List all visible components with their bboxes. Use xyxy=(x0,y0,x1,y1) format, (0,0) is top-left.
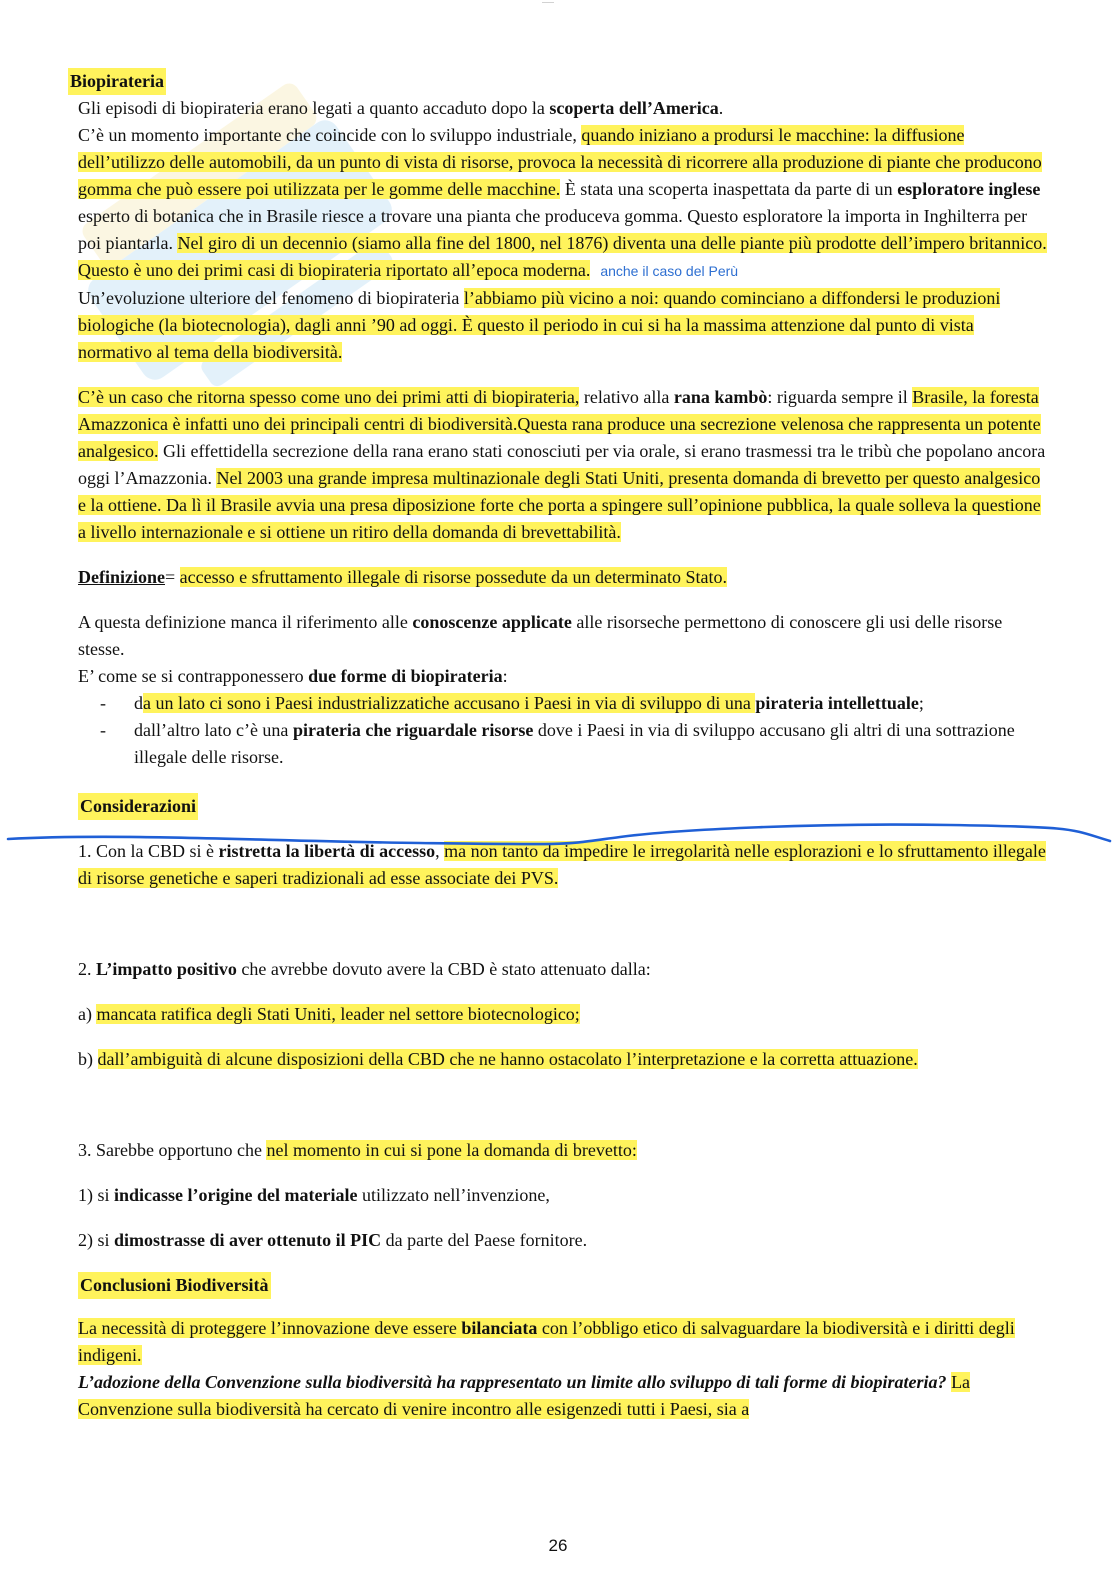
forms-list xyxy=(68,690,1048,771)
margin-note: anche il caso del Perù xyxy=(600,263,739,279)
content-area xyxy=(68,68,1048,1423)
conclusion-paragraph: La necessità di proteggere l’innovazione deve essere bilanciata con l’obbligo etico di salvaguardare la biodiversità e i diritti degli indigeni. xyxy=(78,1318,1015,1365)
consideration-3-2: 2) si dimostrasse di aver ottenuto il PIC da parte del Paese fornitore. xyxy=(78,1230,588,1250)
consideration-2b: b) dall’ambiguità di alcune disposizioni della CBD che ne hanno ostacolato l’interpretazione e la corretta attuazione. xyxy=(78,1049,918,1069)
paragraph-industrial: C’è un momento importante che coincide con lo sviluppo industriale, quando iniziano a prodursi le macchine: la diffusione dell’utilizzo delle automobili, da un punto di vista di risorse, provoca la necessità di ricorrere alla produzione di piante che producono gomma che può essere poi utilizzata per le gomme delle macchine. È stata una scoperta inaspettata da parte di un esploratore inglese esperto di botanica che in Brasile riesce a trovare una pianta che produceva gomma. Questo esploratore la importa in Inghilterra per poi piantarla. Nel giro di un decennio (siamo alla fine del 1800, nel 1876) diventa una delle piante più prodotte dell’impero britannico. Questo è uno dei primi casi di biopirateria riportato all’epoca moderna. anche il caso del Perù xyxy=(78,125,1047,280)
paragraph-evolution: Un’evoluzione ulteriore del fenomeno di biopirateria l’abbiamo più vicino a noi: quando cominciano a diffondersi le produzioni biologiche (la biotecnologia), dagli anni ’90 ad oggi. È questo il periodo in cui si ha la massima attenzione dal punto di vista normativo al tema della biodiversità. xyxy=(78,288,1001,362)
page-number: 26 xyxy=(548,1536,568,1555)
header-mark: —— xyxy=(542,0,554,6)
paragraph-rana-kambo: C’è un caso che ritorna spesso come uno dei primi atti di biopirateria, relativo alla rana kambò: riguarda sempre il Brasile, la foresta Amazzonica è infatti uno dei principali centri di biodiversità.Questa rana produce una secrezione velenosa che rappresenta un potente analgesico. Gli effettidella secrezione della rana erano stati conosciuti per via orale, si erano trasmessi tra le tribù che popolano ancora oggi l’Amazzonia. Nel 2003 una grande impresa multinazionale degli Stati Uniti, presenta domanda di brevetto per questo analgesico e la ottiene. Da lì il Brasile avvia una presa diposizione forte che porta a spingere sull’opinione pubblica, la quale solleva la questione a livello internazionale e si ottiene un ritiro della domanda di brevettabilità. xyxy=(78,387,1046,542)
section-heading-conclusioni: Conclusioni Biodiversità xyxy=(68,1272,1048,1299)
paragraph-definition: Definizione= accesso e sfruttamento illegale di risorse possedute da un determinato Stato. xyxy=(78,567,727,587)
consideration-3: 3. Sarebbe opportuno che nel momento in cui si pone la domanda di brevetto: xyxy=(78,1140,637,1160)
paragraph-intro: Gli episodi di biopirateria erano legati a quanto accaduto dopo la scoperta dell’America. xyxy=(78,98,724,118)
list-item: - dall’altro lato c’è una pirateria che riguardale risorse dove i Paesi in via di sviluppo accusano gli altri di una sottrazione illegale delle risorse. xyxy=(100,720,1015,767)
consideration-3-1: 1) si indicasse l’origine del materiale utilizzato nell’invenzione, xyxy=(78,1185,550,1205)
section-heading-biopirateria: Biopirateria xyxy=(68,68,1048,95)
consideration-2a: a) mancata ratifica degli Stati Uniti, leader nel settore biotecnologico; xyxy=(78,1004,580,1024)
paragraph-applied-knowledge: A questa definizione manca il riferimento alle conoscenze applicate alle risorseche permettono di conoscere gli usi delle risorse stesse. xyxy=(78,612,1003,659)
list-item: - da un lato ci sono i Paesi industrializzatiche accusano i Paesi in via di sviluppo di una pirateria intellettuale; xyxy=(100,693,924,713)
consideration-1: 1. Con la CBD si è ristretta la libertà di accesso, ma non tanto da impedire le irregolarità nelle esplorazioni e lo sfruttamento illegale di risorse genetiche e saperi tradizionali ad esse associate dei PVS. xyxy=(78,841,1046,888)
paragraph-two-forms: E’ come se si contrapponessero due forme di biopirateria: xyxy=(78,666,508,686)
section-heading-considerazioni: Considerazioni xyxy=(68,793,1048,820)
conclusion-question: L’adozione della Convenzione sulla biodiversità ha rappresentato un limite allo sviluppo di tali forme di biopirateria? La Convenzione sulla biodiversità ha cercato di venire incontro alle esigenzedi tutti i Paesi, sia a xyxy=(78,1372,971,1419)
consideration-2: 2. L’impatto positivo che avrebbe dovuto avere la CBD è stato attenuato dalla: xyxy=(78,959,651,979)
